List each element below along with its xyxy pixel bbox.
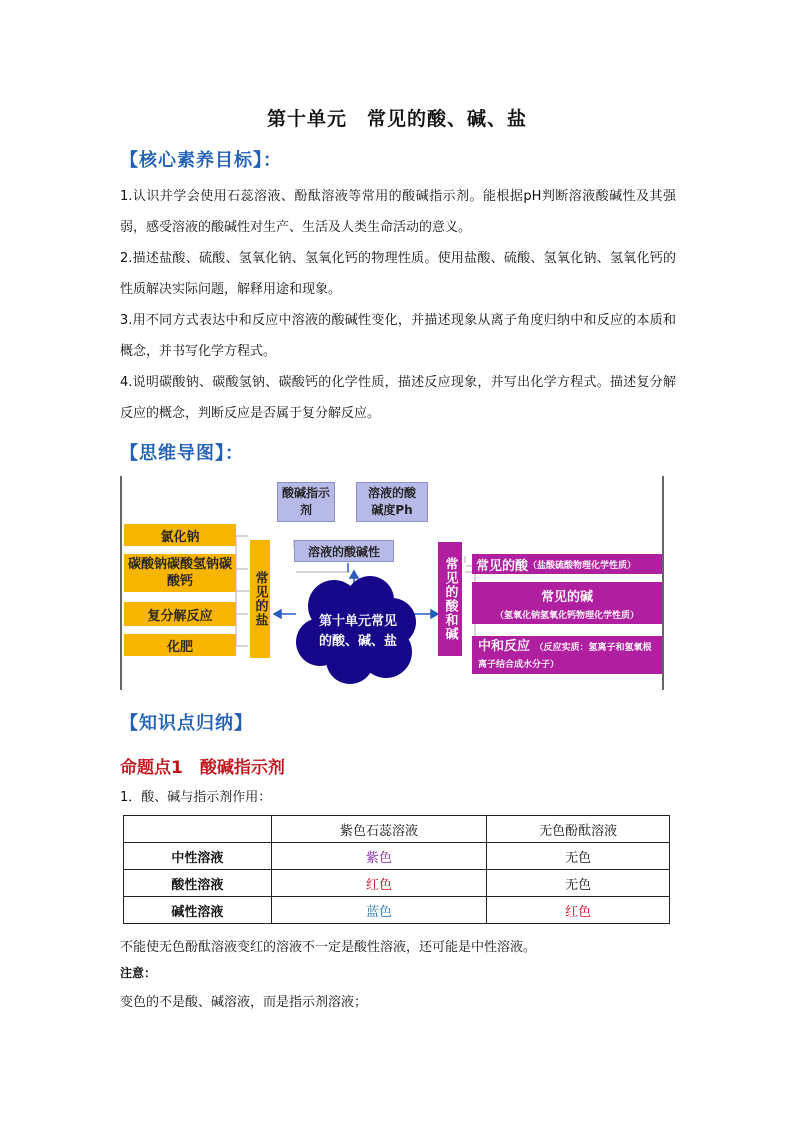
topic-heading: 命题点1 酸碱指示剂: [120, 758, 285, 778]
mindmap-node-double-decomposition: 复分解反应: [124, 602, 236, 626]
table-header-row: [124, 816, 670, 843]
mindmap-node-fertilizer: 化肥: [124, 634, 236, 656]
table-cell: 无色: [487, 870, 670, 897]
table-row-header: 碱性溶液: [124, 897, 272, 924]
mindmap-node-salts: 常见的盐: [250, 540, 270, 658]
mindmap-center-label: 第十单元常见的酸、碱、盐: [318, 614, 397, 649]
goal-item: 4.说明碳酸钠、碳酸氢钠、碳酸钙的化学性质，描述反应现象，并写出化学方程式。描述复分解反应的概念，判断反应是否属于复分解反应。: [120, 375, 676, 421]
mindmap-node-acids-bases: 常见的酸和碱: [438, 542, 462, 656]
table-header-cell: 无色酚酞溶液: [487, 816, 670, 843]
table-cell: 红色: [271, 870, 487, 897]
table-header-cell: 紫色石蕊溶液: [271, 816, 487, 843]
table-row: [124, 870, 670, 897]
mindmap-node-nacl: 氯化钠: [124, 524, 236, 546]
table-header-cell: [124, 816, 272, 843]
goal-item: 3.用不同方式表达中和反应中溶液的酸碱性变化，并描述现象从离子角度归纳中和反应的本质和概念，并书写化学方程式。: [120, 313, 676, 359]
table-cell: 红色: [487, 897, 670, 924]
mindmap-node-common-acids: [472, 554, 662, 574]
goal-item: 2.描述盐酸、硫酸、氢氧化钠、氢氧化钙的物理性质。使用盐酸、硫酸、氢氧化钠、氢氧化钙的性质解决实际问题，解释用途和现象。: [120, 251, 676, 297]
mindmap-node-neutralization: [472, 636, 662, 674]
note-line-1: 不能使无色酚酞溶液变红的溶液不一定是酸性溶液，还可能是中性溶液。: [120, 940, 537, 955]
table-cell: 紫色: [271, 843, 487, 870]
table-row-header: 酸性溶液: [124, 870, 272, 897]
note-line-2: 变色的不是酸、碱溶液，而是指示剂溶液；: [120, 995, 368, 1010]
page-title: 第十单元 常见的酸、碱、盐: [266, 108, 527, 130]
common-acids-label: 常见的酸: [476, 558, 529, 574]
intro-line: 1．酸、碱与指示剂作用：: [120, 790, 272, 805]
common-acids-note: （盐酸硫酸物理化学性质）: [528, 560, 637, 571]
mind-map: [120, 476, 664, 690]
common-bases-label: 常见的碱: [540, 589, 593, 605]
mindmap-node-carbonates: 碳酸钠碳酸氢钠碳酸钙: [124, 554, 236, 592]
neutralization-label: 中和反应: [478, 639, 531, 654]
goals-list: [120, 181, 676, 429]
mindmap-node-acidity: 溶液的酸碱性: [294, 540, 394, 562]
table-row: [124, 843, 670, 870]
table-cell: 蓝色: [271, 897, 487, 924]
mindmap-node-ph: 溶液的酸碱度Ph: [356, 482, 428, 522]
section-goals-heading: 【核心素养目标】：: [120, 150, 282, 171]
mindmap-node-common-bases: [472, 582, 662, 624]
indicator-table: [123, 815, 670, 924]
table-cell: 无色: [487, 843, 670, 870]
table-row: [124, 897, 670, 924]
section-mindmap-heading: 【思维导图】：: [120, 443, 244, 464]
table-row-header: 中性溶液: [124, 843, 272, 870]
common-bases-note: （氢氧化钠氢氧化钙物理化学性质）: [494, 610, 639, 621]
neutralization-note: （反应实质：氢离子和氢氧根离子结合成水分子）: [478, 643, 652, 670]
note-label: 注意：: [120, 966, 157, 980]
mindmap-node-indicator: 酸碱指示剂: [277, 482, 335, 522]
section-knowledge-heading: 【知识点归纳】: [120, 713, 253, 734]
goal-item: 1.认识并学会使用石蕊溶液、酚酞溶液等常用的酸碱指示剂。能根据pH判断溶液酸碱性及其强弱，感受溶液的酸碱性对生产、生活及人类生命活动的意义。: [120, 189, 676, 235]
